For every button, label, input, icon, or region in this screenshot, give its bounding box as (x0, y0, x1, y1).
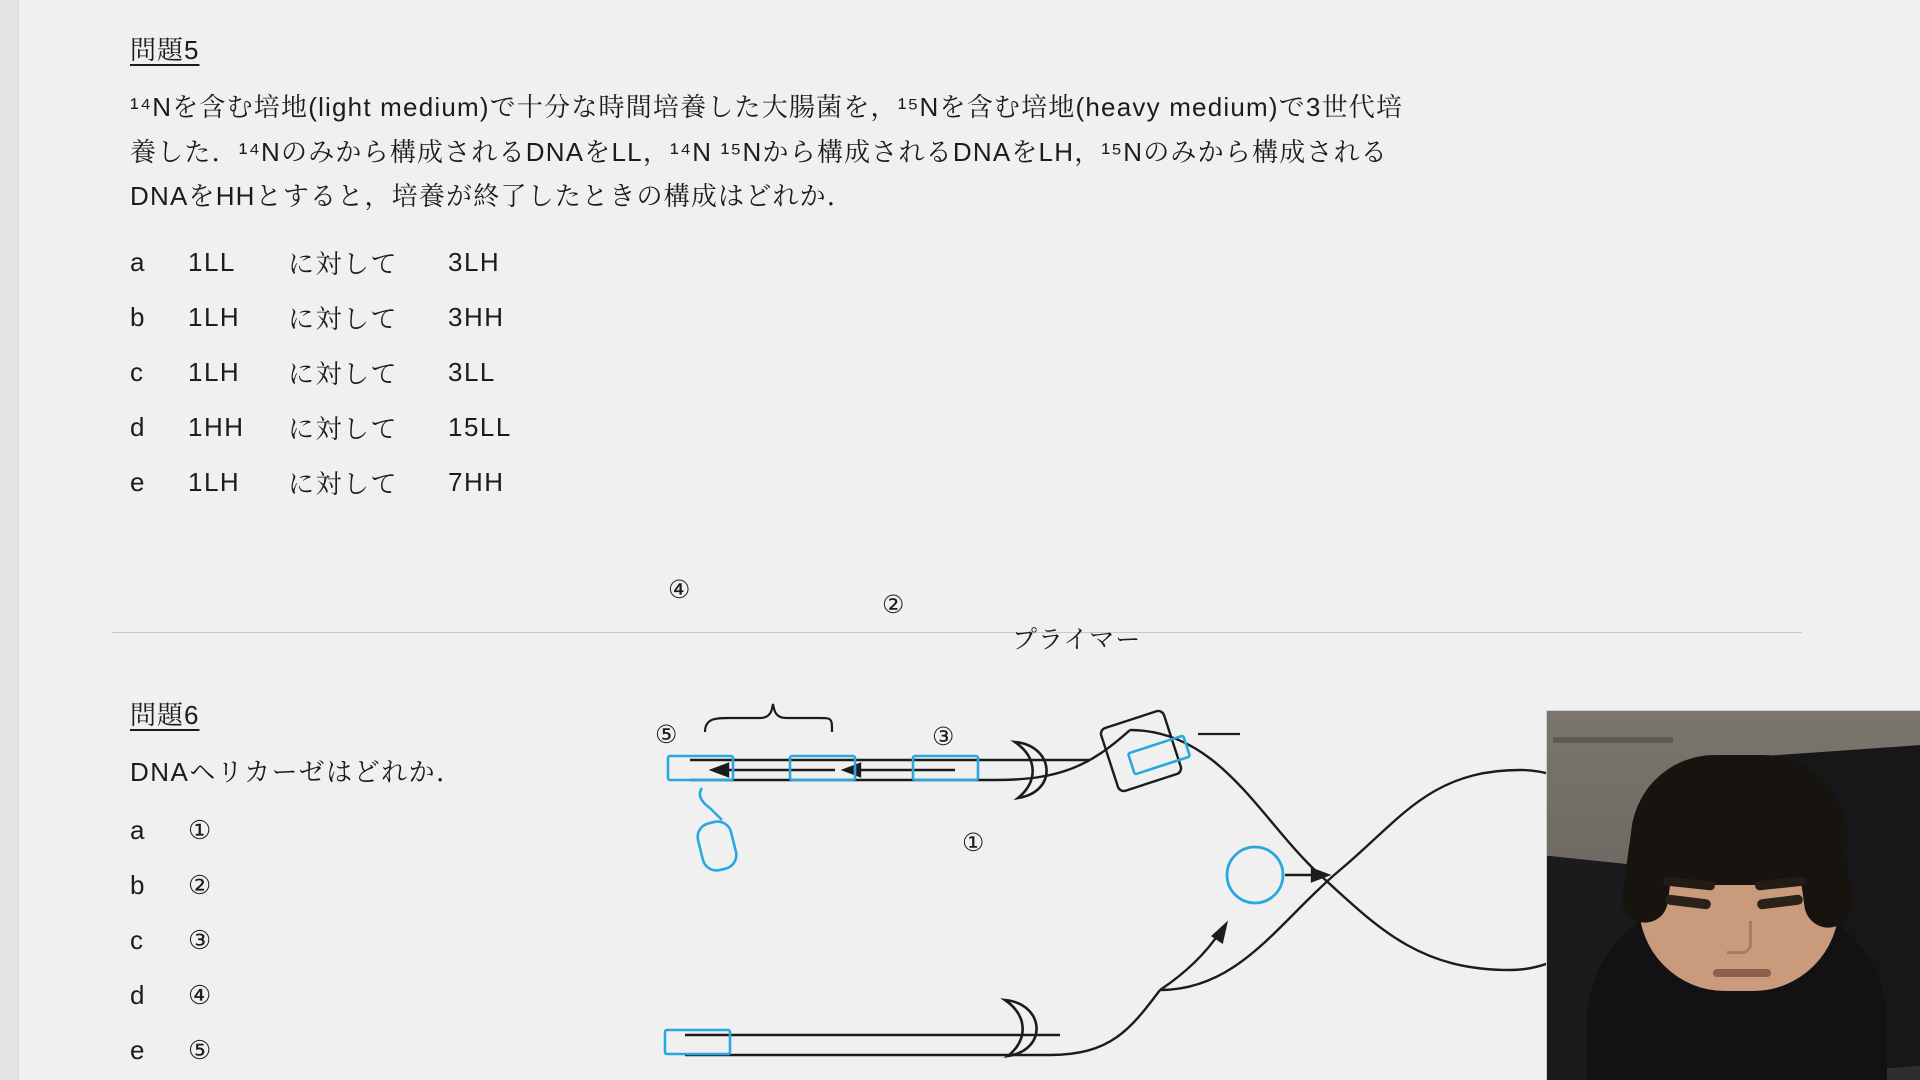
diagram-marker-2: ② (882, 591, 906, 619)
choice-right-value: 15LL (448, 412, 512, 443)
choice-row[interactable] (130, 345, 1810, 400)
choice-right-value: 7HH (448, 467, 505, 498)
diagram-primer-label: プライマー (1012, 626, 1142, 654)
choice-value: ① (188, 815, 213, 845)
section-divider (112, 632, 1802, 633)
webcam-person-mouth (1713, 969, 1771, 977)
choice-letter: a (130, 815, 146, 845)
question-5-line-2: 養した．¹⁴Nのみから構成されるDNAをLL，¹⁴N ¹⁵Nから構成されるDNAをLH，¹⁵Nのみから構成される (130, 136, 1389, 167)
choice-relation: に対して (288, 249, 399, 280)
choice-row[interactable] (130, 913, 690, 968)
choice-row[interactable] (130, 455, 1810, 510)
choice-letter: c (130, 357, 145, 388)
diagram-marker-5: ⑤ (655, 721, 679, 749)
choice-letter: d (130, 980, 146, 1010)
question-6-choices (130, 803, 690, 1078)
question-5-title: 問題5 (130, 35, 200, 65)
choice-value: ④ (188, 980, 213, 1010)
choice-letter: e (130, 1035, 146, 1065)
choice-left-value: 1LH (188, 302, 241, 333)
question-6-block (130, 695, 690, 1078)
choice-row[interactable] (130, 1023, 690, 1078)
choice-left-value: 1HH (188, 412, 245, 443)
webcam-person-nose (1727, 921, 1752, 954)
choice-value: ⑤ (188, 1035, 213, 1065)
choice-relation: に対して (288, 414, 399, 445)
choice-value: ③ (188, 925, 213, 955)
choice-row[interactable] (130, 858, 690, 913)
webcam-overlay[interactable] (1546, 710, 1920, 1080)
question-6-prompt: DNAヘリカーゼはどれか． (130, 757, 464, 787)
choice-left-value: 1LH (188, 467, 241, 498)
choice-right-value: 3LL (448, 357, 496, 388)
question-6-title: 問題6 (130, 700, 200, 730)
choice-relation: に対して (288, 359, 399, 390)
choice-left-value: 1LL (188, 247, 236, 278)
choice-right-value: 3HH (448, 302, 505, 333)
choice-letter: b (130, 870, 146, 900)
choice-letter: c (130, 925, 145, 955)
question-5-block (130, 30, 1810, 510)
choice-letter: b (130, 302, 146, 333)
choice-letter: e (130, 467, 146, 498)
choice-letter: d (130, 412, 146, 443)
choice-row[interactable] (130, 400, 1810, 455)
choice-letter: a (130, 247, 146, 278)
question-5-body (130, 85, 1810, 219)
question-5-line-3: DNAをHHとすると，培養が終了したときの構成はどれか． (130, 181, 855, 212)
choice-relation: に対して (288, 469, 399, 500)
diagram-marker-4: ④ (668, 576, 692, 604)
diagram-marker-1: ① (962, 829, 986, 857)
choice-row[interactable] (130, 968, 690, 1023)
choice-row[interactable] (130, 235, 1810, 290)
choice-right-value: 3LH (448, 247, 501, 278)
choice-row[interactable] (130, 803, 690, 858)
choice-row[interactable] (130, 290, 1810, 345)
webcam-shelf (1553, 737, 1673, 743)
question-5-choices (130, 235, 1810, 510)
choice-relation: に対して (288, 304, 399, 335)
question-5-line-1: ¹⁴Nを含む培地(light medium)で十分な時間培養した大腸菌を，¹⁵Nを含む培地(heavy medium)で3世代培 (130, 92, 1404, 122)
choice-left-value: 1LH (188, 357, 241, 388)
page-left-margin (0, 0, 18, 1080)
diagram-marker-3: ③ (932, 723, 956, 751)
choice-value: ② (188, 870, 213, 900)
